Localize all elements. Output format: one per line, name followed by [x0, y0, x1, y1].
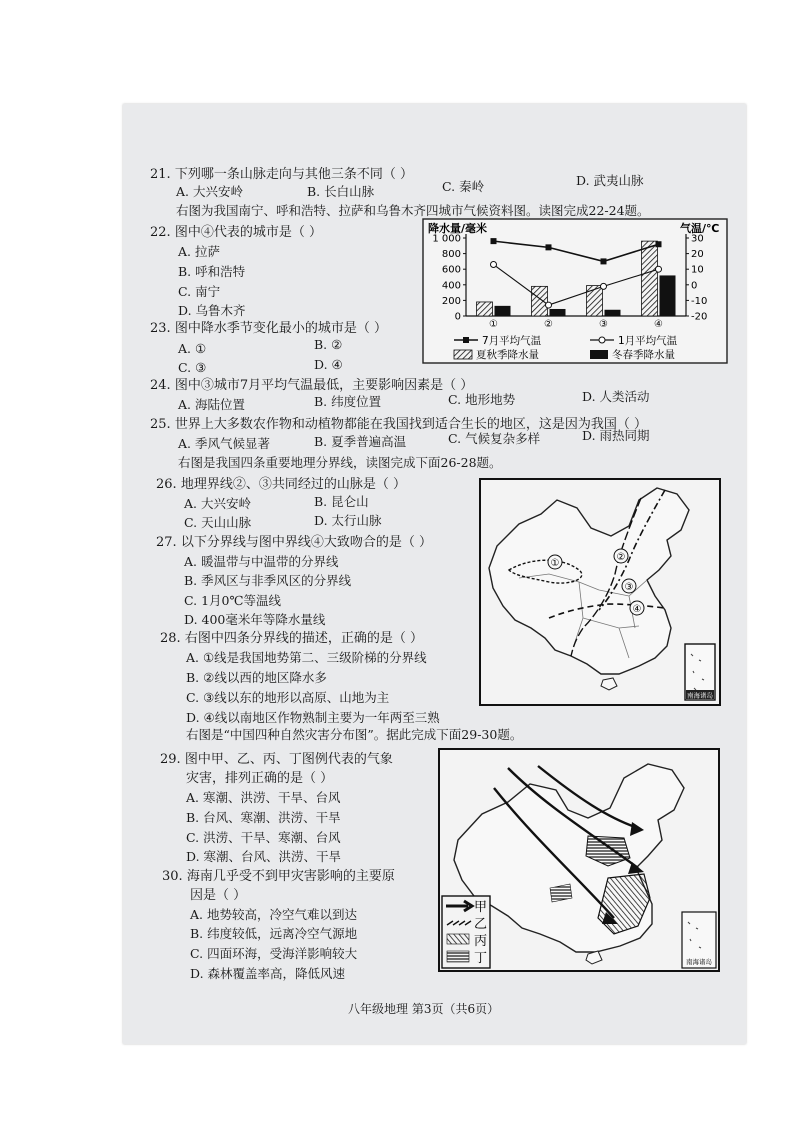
legend-jia-label: 甲	[474, 900, 488, 915]
q29-option-b: B. 台风、寒潮、洪涝、干旱	[186, 810, 341, 825]
boundary-label-4	[630, 601, 644, 615]
q25-option-a: A. 季风气候显著	[178, 436, 270, 451]
point-jan-temp	[546, 302, 552, 308]
q30-option-b: B. 纬度较低，远离冷空气源地	[190, 926, 358, 941]
point-july-temp	[601, 258, 607, 264]
boundary-map	[479, 478, 721, 706]
q23-option-c: C. ③	[178, 360, 207, 375]
question-30: 30. 海南几乎受不到甲灾害影响的主要原	[162, 869, 395, 884]
chart-tick-label-left: 0	[454, 311, 461, 323]
chart-ylabel-right: 气温/℃	[680, 222, 720, 235]
q21-option-a: A. 大兴安岭	[176, 184, 243, 199]
q28-option-d: D. ④线以南地区作物熟制主要为一年两至三熟	[186, 710, 440, 725]
q27-option-d: D. 400毫米年等降水量线	[184, 612, 326, 627]
q30-option-a: A. 地势较高，冷空气难以到达	[190, 907, 357, 922]
q30-option-c: C. 四面环海，受海洋影响较大	[190, 946, 358, 961]
inset-label: 南海诸岛	[687, 691, 713, 700]
chart-tick-label-right: 30	[691, 233, 704, 245]
question-29-cont: 灾害，排列正确的是（ ）	[186, 771, 334, 786]
point-jan-temp	[601, 283, 607, 289]
intro-climate: 右图为我国南宁、呼和浩特、拉萨和乌鲁木齐四城市气候资料图。读图完成22-24题。	[176, 203, 650, 218]
question-21: 21. 下列哪一条山脉走向与其他三条不同（ ）	[150, 167, 413, 182]
question-26: 26. 地理界线②、③共同经过的山脉是（ ）	[156, 477, 406, 492]
boundary-label-3	[622, 579, 636, 593]
q22-option-d: D. 乌鲁木齐	[178, 303, 246, 318]
q22-option-c: C. 南宁	[178, 284, 221, 299]
q24-option-a: A. 海陆位置	[178, 397, 245, 412]
chart-tick-label-left: 400	[441, 280, 461, 292]
question-25: 25. 世界上大多数农作物和动植物都能在我国找到适合生长的地区，这是因为我国（ ）	[150, 417, 647, 432]
bar-winter-precip	[495, 306, 511, 316]
chart-tick-label-right: 20	[691, 249, 704, 261]
q25-option-d: D. 雨热同期	[582, 428, 650, 443]
q26-option-c: C. 天山山脉	[184, 515, 252, 530]
q27-option-c: C. 1月0℃等温线	[184, 593, 281, 608]
chart-tick-label-left: 1 000	[432, 233, 461, 245]
chart-tick-label-right: 0	[691, 280, 698, 292]
question-22: 22. 图中④代表的城市是（ ）	[150, 225, 322, 240]
q26-option-a: A. 大兴安岭	[184, 496, 251, 511]
page-footer: 八年级地理 第3页（共6页）	[348, 1002, 500, 1016]
svg-text:②: ②	[616, 552, 626, 563]
question-28: 28. 右图中四条分界线的描述，正确的是（ ）	[160, 631, 423, 646]
chart-tick-label-right: -20	[691, 311, 708, 323]
chart-category-label: ①	[489, 319, 498, 330]
legend-winter-swatch	[590, 350, 608, 359]
point-jan-temp	[491, 262, 497, 268]
q21-option-d: D. 武夷山脉	[576, 173, 644, 188]
svg-text:④: ④	[632, 604, 642, 615]
legend-yi-label: 乙	[474, 917, 488, 932]
q24-option-c: C. 地形地势	[448, 392, 516, 407]
q21-option-b: B. 长白山脉	[307, 184, 375, 199]
legend-bing-symbol	[447, 934, 469, 944]
q29-option-d: D. 寒潮、台风、洪涝、干旱	[186, 849, 342, 864]
svg-text:③: ③	[624, 582, 634, 593]
point-jan-temp	[656, 266, 662, 272]
bar-winter-precip	[660, 275, 676, 316]
q30-option-d: D. 森林覆盖率高，降低风速	[190, 966, 346, 981]
bar-winter-precip	[605, 310, 621, 316]
q21-option-c: C. 秦岭	[442, 179, 485, 194]
legend-july-label: 7月平均气温	[482, 335, 542, 347]
boundary-label-2	[614, 549, 628, 563]
chart-tick-label-right: -10	[691, 295, 708, 307]
q26-option-d: D. 太行山脉	[314, 513, 382, 528]
legend-winter-label: 冬春季降水量	[612, 349, 675, 361]
q27-option-a: A. 暖温带与中温带的分界线	[184, 554, 339, 569]
q22-option-b: B. 呼和浩特	[178, 264, 246, 279]
chart-category-label: ③	[599, 319, 608, 330]
question-24: 24. 图中③城市7月平均气温最低，主要影响因素是（ ）	[150, 378, 474, 393]
q23-option-a: A. ①	[178, 341, 207, 356]
svg-text:①: ①	[550, 558, 560, 569]
legend-jan-label: 1月平均气温	[618, 335, 678, 347]
legend-jan-marker	[599, 337, 605, 343]
q24-option-d: D. 人类活动	[582, 389, 650, 404]
bar-winter-precip	[550, 309, 566, 316]
q29-option-a: A. 寒潮、洪涝、干旱、台风	[186, 790, 341, 805]
question-23: 23. 图中降水季节变化最小的城市是（ ）	[150, 321, 387, 336]
point-july-temp	[656, 241, 662, 247]
q25-option-c: C. 气候复杂多样	[448, 431, 541, 446]
q25-option-b: B. 夏季普遍高温	[314, 434, 407, 449]
chart-ylabel-left: 降水量/毫米	[428, 222, 488, 235]
q28-option-a: A. ①线是我国地势第二、三级阶梯的分界线	[186, 650, 427, 665]
q23-option-d: D. ④	[314, 357, 343, 372]
q22-option-a: A. 拉萨	[178, 244, 220, 259]
legend-summer-label: 夏秋季降水量	[476, 349, 539, 361]
question-30-cont: 因是（ ）	[190, 888, 247, 903]
q26-option-b: B. 昆仑山	[314, 494, 369, 509]
point-july-temp	[491, 238, 497, 244]
intro-disaster: 右图是“中国四种自然灾害分布图”。据此完成下面29-30题。	[186, 727, 523, 742]
legend-ding-symbol	[447, 951, 469, 962]
disaster-map	[438, 748, 720, 972]
bar-summer-precip	[642, 241, 658, 316]
q24-option-b: B. 纬度位置	[314, 394, 382, 409]
chart-category-label: ④	[654, 319, 663, 330]
q29-option-c: C. 洪涝、干旱、寒潮、台风	[186, 830, 341, 845]
chart-tick-label-left: 200	[441, 295, 461, 307]
disaster-legend	[442, 896, 490, 968]
chart-category-label: ②	[544, 319, 553, 330]
inset-label-2: 南海诸岛	[686, 958, 712, 966]
bar-summer-precip	[477, 302, 493, 316]
q28-option-c: C. ③线以东的地形以高原、山地为主	[186, 690, 390, 705]
legend-bing-label: 丙	[474, 934, 488, 949]
q23-option-b: B. ②	[314, 337, 343, 352]
legend-summer-swatch	[454, 350, 472, 359]
chart-tick-label-left: 600	[441, 264, 461, 276]
chart-tick-label-right: 10	[691, 264, 704, 276]
intro-boundary: 右图是我国四条重要地理分界线，读图完成下面26-28题。	[178, 455, 502, 470]
climate-chart	[422, 218, 728, 364]
question-27: 27. 以下分界线与图中界线④大致吻合的是（ ）	[156, 535, 432, 550]
q28-option-b: B. ②线以西的地区降水多	[186, 670, 327, 685]
legend-ding-label: 丁	[474, 951, 488, 966]
q27-option-b: B. 季风区与非季风区的分界线	[184, 573, 352, 588]
bar-summer-precip	[587, 286, 603, 316]
boundary-label-1	[548, 555, 562, 569]
legend-july-marker	[463, 337, 469, 343]
question-29: 29. 图中甲、乙、丙、丁图例代表的气象	[160, 752, 393, 767]
point-july-temp	[546, 244, 552, 250]
bar-summer-precip	[532, 286, 548, 316]
chart-tick-label-left: 800	[441, 249, 461, 261]
